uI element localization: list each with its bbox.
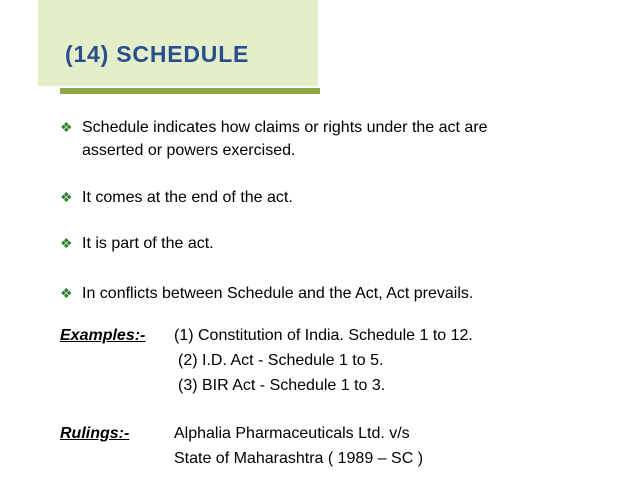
example-item: (2) I.D. Act - Schedule 1 to 5. (178, 352, 384, 369)
bullet-text: Schedule indicates how claims or rights under the act are (82, 119, 488, 136)
rulings-label: Rulings:- (60, 425, 130, 442)
examples-label: Examples:- (60, 327, 146, 344)
diamond-bullet-icon: ❖ (60, 189, 73, 205)
example-item: (3) BIR Act - Schedule 1 to 3. (178, 377, 386, 394)
bullet-item (60, 116, 488, 162)
bullet-item (60, 282, 473, 305)
bullet-text: In conflicts between Schedule and the Act, Act prevails. (82, 285, 474, 302)
bullet-item (60, 232, 214, 255)
example-item: (1) Constitution of India. Schedule 1 to 12. (174, 327, 473, 344)
ruling-court: State of Maharashtra ( 1989 – SC ) (174, 450, 424, 467)
diamond-bullet-icon: ❖ (60, 119, 73, 135)
bullet-text: It is part of the act. (82, 235, 214, 252)
ruling-case: Alphalia Pharmaceuticals Ltd. v/s (174, 425, 410, 442)
slide-title: (14) SCHEDULE (65, 41, 250, 67)
header-rule (60, 88, 320, 94)
bullet-item (60, 186, 293, 209)
diamond-bullet-icon: ❖ (60, 285, 73, 301)
diamond-bullet-icon: ❖ (60, 235, 73, 251)
bullet-text: It comes at the end of the act. (82, 189, 293, 206)
bullet-text-continued: asserted or powers exercised. (82, 142, 296, 159)
